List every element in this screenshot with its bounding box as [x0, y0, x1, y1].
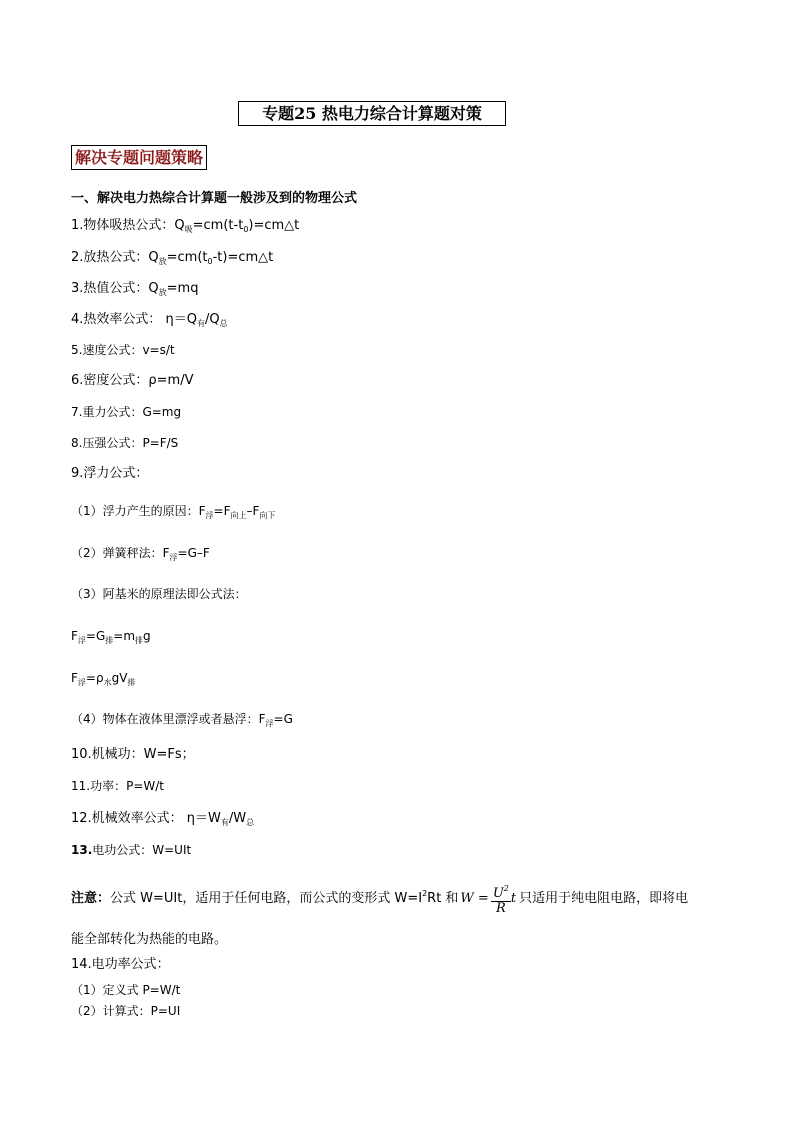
formula-line-9: 9.浮力公式： — [71, 466, 149, 481]
strategy-heading: 解决专题问题策略 — [71, 145, 207, 170]
buoyancy-1: （1）浮力产生的原因：$F_浮=F_{向上}-F_{向下}$ — [71, 504, 276, 520]
buoyancy-2: （2）弹簧秤法：$F_浮=G-F$ — [71, 546, 210, 562]
power-calculation: （2）计算式：P=UI — [71, 1004, 181, 1018]
formula-line-1: 1.物体吸热公式：$Q_吸=cm(t-t_0)=cm\triangle t$ — [71, 218, 300, 234]
power-definition: （1）定义式 P=W/t — [71, 983, 181, 997]
formula-line-3: 3.热值公式：$Q_放=mq$ — [71, 281, 199, 297]
formula-line-5: 5.速度公式：v=s/t — [71, 343, 175, 357]
formula-line-4: 4.热效率公式： $\eta=Q_有/Q_总$ — [71, 312, 228, 328]
formula-line-14: 14.电功率公式： — [71, 957, 170, 972]
formula-line-11: 11.功率：P=W/t — [71, 779, 164, 793]
buoyancy-4: （4）物体在液体里漂浮或者悬浮：$F_浮=G$ — [71, 712, 293, 728]
buoyancy-3: （3）阿基米的原理法即公式法： — [71, 587, 247, 601]
page-title: 专题25 热电力综合计算题对策 — [238, 101, 506, 126]
note-label: 注意： — [71, 891, 111, 906]
section-heading: 一、解决电力热综合计算题一般涉及到的物理公式 — [71, 191, 358, 206]
formula-line-7: 7.重力公式：G=mg — [71, 405, 182, 419]
buoyancy-3a: $F_浮=G_排=m_排g$ — [71, 629, 151, 645]
note-paragraph: 注意：公式 W=UIt，适用于任何电路，而公式的变形式 $W=I^2Rt$ 和 W = $\frac{U^2}{R}$ t 只适用于纯电阻电路，即将电 — [71, 883, 689, 916]
buoyancy-3b: $F_浮=\rho_水gV_排$ — [71, 671, 136, 687]
formula-line-13: 13.电功公式：W=UIt — [71, 843, 192, 857]
note-continuation: 能全部转化为热能的电路。 — [71, 932, 228, 947]
formula-line-12: 12.机械效率公式： $\eta=W_有/W_总$ — [71, 811, 255, 827]
formula-line-2: 2.放热公式：$Q_放=cm(t_0-t)=cm\triangle t$ — [71, 250, 274, 266]
formula-line-10: 10.机械功：W=Fs； — [71, 747, 195, 762]
power-fraction: $\frac{U^2}{R}$ — [492, 883, 509, 916]
formula-line-8: 8.压强公式：P=F/S — [71, 436, 179, 450]
formula-line-6: 6.密度公式：ρ=m/V — [71, 373, 194, 388]
